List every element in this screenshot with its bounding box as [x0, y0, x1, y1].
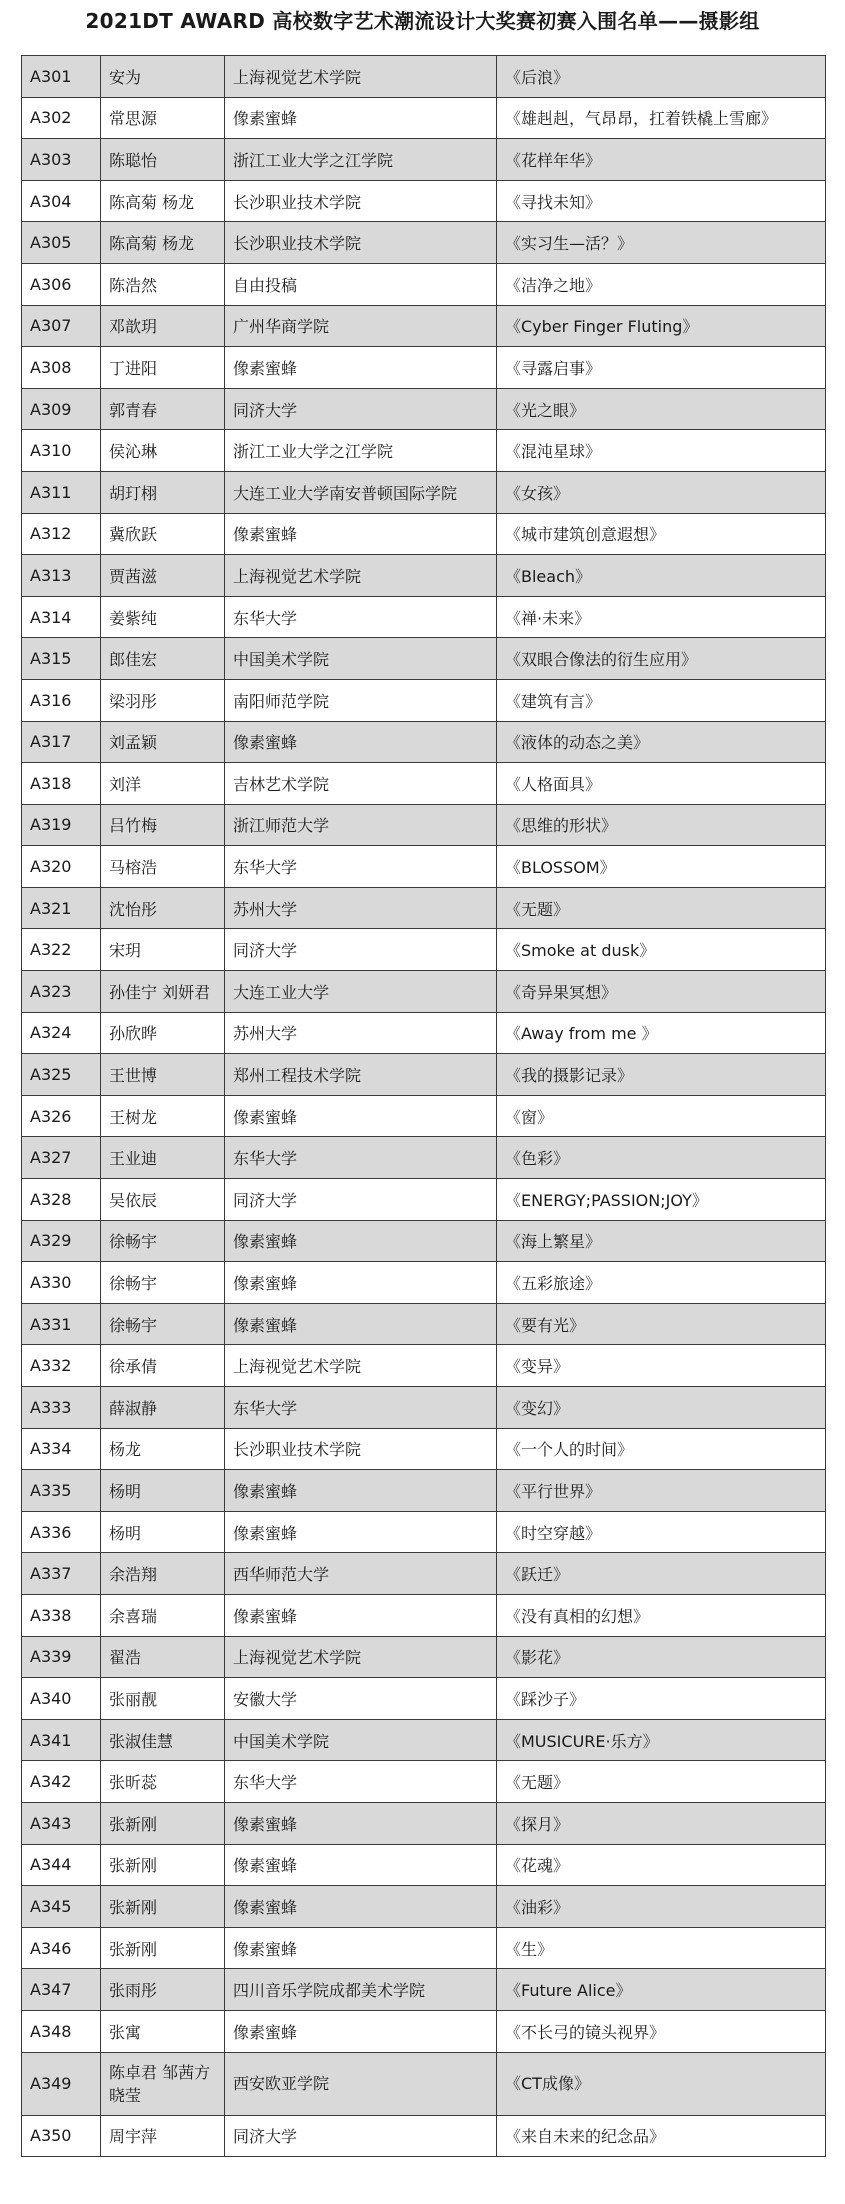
entry-id-cell: A324 — [22, 1012, 101, 1054]
table-row — [22, 2115, 826, 2157]
school-cell: 浙江工业大学之江学院 — [225, 139, 497, 181]
entry-id-cell: A344 — [22, 1844, 101, 1886]
work-title-cell: 《花魂》 — [497, 1844, 826, 1886]
entry-id-cell: A348 — [22, 2010, 101, 2052]
table-row — [22, 1678, 826, 1720]
entrant-name-cell: 杨明 — [101, 1470, 225, 1512]
entry-id-cell: A309 — [22, 388, 101, 430]
entrant-name-cell: 张新刚 — [101, 1844, 225, 1886]
entrant-name-cell: 张新刚 — [101, 1886, 225, 1928]
entrant-name-cell: 刘孟颖 — [101, 721, 225, 763]
entry-id-cell: A330 — [22, 1262, 101, 1304]
entry-id-cell: A334 — [22, 1428, 101, 1470]
page-title: 2021DT AWARD 高校数字艺术潮流设计大奖赛初赛入围名单——摄影组 — [85, 9, 760, 33]
entrant-name-cell: 丁进阳 — [101, 347, 225, 389]
school-cell: 像素蜜蜂 — [225, 1927, 497, 1969]
school-cell: 自由投稿 — [225, 263, 497, 305]
entry-id-cell: A312 — [22, 513, 101, 555]
table-row — [22, 1220, 826, 1262]
work-title-cell: 《探月》 — [497, 1802, 826, 1844]
entry-id-cell: A307 — [22, 305, 101, 347]
table-row — [22, 513, 826, 555]
work-title-cell: 《建筑有言》 — [497, 679, 826, 721]
school-cell: 长沙职业技术学院 — [225, 1428, 497, 1470]
work-title-cell: 《双眼合像法的衍生应用》 — [497, 638, 826, 680]
entry-id-cell: A331 — [22, 1303, 101, 1345]
school-cell: 四川音乐学院成都美术学院 — [225, 1969, 497, 2011]
entry-id-cell: A332 — [22, 1345, 101, 1387]
entry-id-cell: A320 — [22, 846, 101, 888]
table-row — [22, 1387, 826, 1429]
school-cell: 像素蜜蜂 — [225, 1594, 497, 1636]
entry-id-cell: A316 — [22, 679, 101, 721]
entry-id-cell: A321 — [22, 887, 101, 929]
work-title-cell: 《人格面具》 — [497, 763, 826, 805]
entrant-name-cell: 吴依辰 — [101, 1179, 225, 1221]
school-cell: 像素蜜蜂 — [225, 97, 497, 139]
school-cell: 像素蜜蜂 — [225, 721, 497, 763]
entry-id-cell: A310 — [22, 430, 101, 472]
work-title-cell: 《城市建筑创意遐想》 — [497, 513, 826, 555]
school-cell: 上海视觉艺术学院 — [225, 1345, 497, 1387]
table-row — [22, 1719, 826, 1761]
entrant-name-cell: 徐畅宇 — [101, 1262, 225, 1304]
school-cell: 上海视觉艺术学院 — [225, 56, 497, 98]
school-cell: 中国美术学院 — [225, 1719, 497, 1761]
table-row — [22, 1844, 826, 1886]
work-title-cell: 《变幻》 — [497, 1387, 826, 1429]
work-title-cell: 《Cyber Finger Fluting》 — [497, 305, 826, 347]
table-row — [22, 1137, 826, 1179]
work-title-cell: 《光之眼》 — [497, 388, 826, 430]
school-cell: 像素蜜蜂 — [225, 1220, 497, 1262]
entrant-name-cell: 胡玎栩 — [101, 471, 225, 513]
school-cell: 同济大学 — [225, 1179, 497, 1221]
entrant-name-cell: 沈怡彤 — [101, 887, 225, 929]
work-title-cell: 《混沌星球》 — [497, 430, 826, 472]
school-cell: 像素蜜蜂 — [225, 2010, 497, 2052]
school-cell: 像素蜜蜂 — [225, 1095, 497, 1137]
table-row — [22, 347, 826, 389]
table-row — [22, 763, 826, 805]
school-cell: 大连工业大学南安普顿国际学院 — [225, 471, 497, 513]
table-row — [22, 97, 826, 139]
entry-id-cell: A314 — [22, 596, 101, 638]
work-title-cell: 《奇异果冥想》 — [497, 971, 826, 1013]
finalist-table-body — [22, 56, 826, 2157]
table-row — [22, 1802, 826, 1844]
work-title-cell: 《五彩旅途》 — [497, 1262, 826, 1304]
entrant-name-cell: 陈高菊 杨龙 — [101, 180, 225, 222]
entry-id-cell: A345 — [22, 1886, 101, 1928]
work-title-cell: 《BLOSSOM》 — [497, 846, 826, 888]
entrant-name-cell: 马榕浩 — [101, 846, 225, 888]
entrant-name-cell: 常思源 — [101, 97, 225, 139]
entry-id-cell: A333 — [22, 1387, 101, 1429]
table-row — [22, 679, 826, 721]
entrant-name-cell: 徐承倩 — [101, 1345, 225, 1387]
entrant-name-cell: 陈浩然 — [101, 263, 225, 305]
table-row — [22, 1179, 826, 1221]
entry-id-cell: A340 — [22, 1678, 101, 1720]
work-title-cell: 《Smoke at dusk》 — [497, 929, 826, 971]
work-title-cell: 《花样年华》 — [497, 139, 826, 181]
school-cell: 郑州工程技术学院 — [225, 1054, 497, 1096]
entrant-name-cell: 张新刚 — [101, 1927, 225, 1969]
school-cell: 像素蜜蜂 — [225, 1303, 497, 1345]
work-title-cell: 《Away from me 》 — [497, 1012, 826, 1054]
school-cell: 西安欧亚学院 — [225, 2052, 497, 2115]
entry-id-cell: A347 — [22, 1969, 101, 2011]
entrant-name-cell: 陈卓君 邹茜方晓莹 — [101, 2052, 225, 2115]
school-cell: 上海视觉艺术学院 — [225, 555, 497, 597]
table-row — [22, 1594, 826, 1636]
school-cell: 中国美术学院 — [225, 638, 497, 680]
entry-id-cell: A301 — [22, 56, 101, 98]
entrant-name-cell: 冀欣跃 — [101, 513, 225, 555]
entry-id-cell: A319 — [22, 804, 101, 846]
table-row — [22, 846, 826, 888]
work-title-cell: 《生》 — [497, 1927, 826, 1969]
school-cell: 东华大学 — [225, 596, 497, 638]
work-title-cell: 《色彩》 — [497, 1137, 826, 1179]
work-title-cell: 《海上繁星》 — [497, 1220, 826, 1262]
school-cell: 同济大学 — [225, 2115, 497, 2157]
entry-id-cell: A329 — [22, 1220, 101, 1262]
entrant-name-cell: 张新刚 — [101, 1802, 225, 1844]
table-row — [22, 430, 826, 472]
table-row — [22, 471, 826, 513]
work-title-cell: 《窗》 — [497, 1095, 826, 1137]
work-title-cell: 《一个人的时间》 — [497, 1428, 826, 1470]
entrant-name-cell: 刘洋 — [101, 763, 225, 805]
school-cell: 像素蜜蜂 — [225, 347, 497, 389]
school-cell: 南阳师范学院 — [225, 679, 497, 721]
work-title-cell: 《踩沙子》 — [497, 1678, 826, 1720]
school-cell: 上海视觉艺术学院 — [225, 1636, 497, 1678]
entrant-name-cell: 邓歆玥 — [101, 305, 225, 347]
finalist-table — [21, 55, 826, 2157]
school-cell: 像素蜜蜂 — [225, 1886, 497, 1928]
table-row — [22, 971, 826, 1013]
entrant-name-cell: 张淑佳慧 — [101, 1719, 225, 1761]
table-row — [22, 2052, 826, 2115]
school-cell: 东华大学 — [225, 1387, 497, 1429]
table-row — [22, 1303, 826, 1345]
work-title-cell: 《洁净之地》 — [497, 263, 826, 305]
entry-id-cell: A318 — [22, 763, 101, 805]
work-title-cell: 《CT成像》 — [497, 2052, 826, 2115]
entry-id-cell: A315 — [22, 638, 101, 680]
entry-id-cell: A317 — [22, 721, 101, 763]
table-row — [22, 180, 826, 222]
entrant-name-cell: 王树龙 — [101, 1095, 225, 1137]
school-cell: 苏州大学 — [225, 1012, 497, 1054]
entrant-name-cell: 薛淑静 — [101, 1387, 225, 1429]
entry-id-cell: A338 — [22, 1594, 101, 1636]
work-title-cell: 《影花》 — [497, 1636, 826, 1678]
work-title-cell: 《Bleach》 — [497, 555, 826, 597]
entrant-name-cell: 梁羽彤 — [101, 679, 225, 721]
table-row — [22, 1761, 826, 1803]
entrant-name-cell: 郎佳宏 — [101, 638, 225, 680]
school-cell: 像素蜜蜂 — [225, 1470, 497, 1512]
school-cell: 浙江工业大学之江学院 — [225, 430, 497, 472]
work-title-cell: 《跃迁》 — [497, 1553, 826, 1595]
work-title-cell: 《来自未来的纪念品》 — [497, 2115, 826, 2157]
work-title-cell: 《液体的动态之美》 — [497, 721, 826, 763]
entry-id-cell: A303 — [22, 139, 101, 181]
table-row — [22, 1511, 826, 1553]
entrant-name-cell: 姜紫纯 — [101, 596, 225, 638]
work-title-cell: 《Future Alice》 — [497, 1969, 826, 2011]
school-cell: 像素蜜蜂 — [225, 1262, 497, 1304]
table-row — [22, 929, 826, 971]
work-title-cell: 《MUSICURE·乐方》 — [497, 1719, 826, 1761]
work-title-cell: 《变异》 — [497, 1345, 826, 1387]
table-row — [22, 555, 826, 597]
entry-id-cell: A341 — [22, 1719, 101, 1761]
work-title-cell: 《时空穿越》 — [497, 1511, 826, 1553]
entrant-name-cell: 余喜瑞 — [101, 1594, 225, 1636]
table-row — [22, 1927, 826, 1969]
work-title-cell: 《没有真相的幻想》 — [497, 1594, 826, 1636]
entry-id-cell: A313 — [22, 555, 101, 597]
entrant-name-cell: 贾茜滋 — [101, 555, 225, 597]
work-title-cell: 《女孩》 — [497, 471, 826, 513]
table-row — [22, 1345, 826, 1387]
school-cell: 东华大学 — [225, 846, 497, 888]
table-row — [22, 1886, 826, 1928]
entrant-name-cell: 陈高菊 杨龙 — [101, 222, 225, 264]
entrant-name-cell: 宋玥 — [101, 929, 225, 971]
work-title-cell: 《要有光》 — [497, 1303, 826, 1345]
entrant-name-cell: 张昕蕊 — [101, 1761, 225, 1803]
entry-id-cell: A336 — [22, 1511, 101, 1553]
entrant-name-cell: 郭青春 — [101, 388, 225, 430]
school-cell: 东华大学 — [225, 1137, 497, 1179]
entry-id-cell: A328 — [22, 1179, 101, 1221]
entrant-name-cell: 吕竹梅 — [101, 804, 225, 846]
entrant-name-cell: 安为 — [101, 56, 225, 98]
table-row — [22, 2010, 826, 2052]
table-row — [22, 1969, 826, 2011]
entry-id-cell: A302 — [22, 97, 101, 139]
entry-id-cell: A339 — [22, 1636, 101, 1678]
table-row — [22, 1553, 826, 1595]
table-row — [22, 388, 826, 430]
table-row — [22, 1470, 826, 1512]
entrant-name-cell: 余浩翔 — [101, 1553, 225, 1595]
entrant-name-cell: 张雨彤 — [101, 1969, 225, 2011]
entry-id-cell: A306 — [22, 263, 101, 305]
table-row — [22, 638, 826, 680]
work-title-cell: 《寻露启事》 — [497, 347, 826, 389]
entry-id-cell: A325 — [22, 1054, 101, 1096]
work-title-cell: 《油彩》 — [497, 1886, 826, 1928]
school-cell: 安徽大学 — [225, 1678, 497, 1720]
entry-id-cell: A305 — [22, 222, 101, 264]
school-cell: 大连工业大学 — [225, 971, 497, 1013]
work-title-cell: 《无题》 — [497, 887, 826, 929]
school-cell: 浙江师范大学 — [225, 804, 497, 846]
table-row — [22, 139, 826, 181]
entrant-name-cell: 翟浩 — [101, 1636, 225, 1678]
work-title-cell: 《后浪》 — [497, 56, 826, 98]
work-title-cell: 《雄赳赳，气昂昂，扛着铁橇上雪廊》 — [497, 97, 826, 139]
entry-id-cell: A350 — [22, 2115, 101, 2157]
school-cell: 东华大学 — [225, 1761, 497, 1803]
work-title-cell: 《平行世界》 — [497, 1470, 826, 1512]
entry-id-cell: A346 — [22, 1927, 101, 1969]
school-cell: 苏州大学 — [225, 887, 497, 929]
table-row — [22, 1636, 826, 1678]
school-cell: 长沙职业技术学院 — [225, 222, 497, 264]
entrant-name-cell: 徐畅宇 — [101, 1303, 225, 1345]
entrant-name-cell: 孙佳宁 刘妍君 — [101, 971, 225, 1013]
school-cell: 同济大学 — [225, 388, 497, 430]
entrant-name-cell: 周宇萍 — [101, 2115, 225, 2157]
work-title-cell: 《无题》 — [497, 1761, 826, 1803]
entry-id-cell: A342 — [22, 1761, 101, 1803]
entry-id-cell: A311 — [22, 471, 101, 513]
work-title-cell: 《寻找未知》 — [497, 180, 826, 222]
school-cell: 长沙职业技术学院 — [225, 180, 497, 222]
entrant-name-cell: 杨龙 — [101, 1428, 225, 1470]
entrant-name-cell: 张寓 — [101, 2010, 225, 2052]
entrant-name-cell: 王业迪 — [101, 1137, 225, 1179]
entry-id-cell: A323 — [22, 971, 101, 1013]
entry-id-cell: A322 — [22, 929, 101, 971]
school-cell: 像素蜜蜂 — [225, 513, 497, 555]
school-cell: 像素蜜蜂 — [225, 1802, 497, 1844]
school-cell: 西华师范大学 — [225, 1553, 497, 1595]
entry-id-cell: A308 — [22, 347, 101, 389]
entry-id-cell: A349 — [22, 2052, 101, 2115]
entry-id-cell: A304 — [22, 180, 101, 222]
table-row — [22, 1095, 826, 1137]
work-title-cell: 《不长弓的镜头视界》 — [497, 2010, 826, 2052]
entry-id-cell: A327 — [22, 1137, 101, 1179]
entrant-name-cell: 陈聪怡 — [101, 139, 225, 181]
table-row — [22, 596, 826, 638]
school-cell: 同济大学 — [225, 929, 497, 971]
school-cell: 吉林艺术学院 — [225, 763, 497, 805]
entry-id-cell: A343 — [22, 1802, 101, 1844]
table-row — [22, 56, 826, 98]
school-cell: 像素蜜蜂 — [225, 1511, 497, 1553]
table-row — [22, 1428, 826, 1470]
table-row — [22, 1012, 826, 1054]
table-row — [22, 263, 826, 305]
school-cell: 像素蜜蜂 — [225, 1844, 497, 1886]
entry-id-cell: A335 — [22, 1470, 101, 1512]
entrant-name-cell: 张丽靓 — [101, 1678, 225, 1720]
entry-id-cell: A337 — [22, 1553, 101, 1595]
entrant-name-cell: 王世博 — [101, 1054, 225, 1096]
entry-id-cell: A326 — [22, 1095, 101, 1137]
table-row — [22, 1054, 826, 1096]
work-title-cell: 《我的摄影记录》 — [497, 1054, 826, 1096]
table-row — [22, 1262, 826, 1304]
table-row — [22, 721, 826, 763]
table-row — [22, 222, 826, 264]
table-row — [22, 804, 826, 846]
table-row — [22, 305, 826, 347]
work-title-cell: 《ENERGY;PASSION;JOY》 — [497, 1179, 826, 1221]
entrant-name-cell: 孙欣晔 — [101, 1012, 225, 1054]
entrant-name-cell: 侯沁琳 — [101, 430, 225, 472]
work-title-cell: 《实习生—活？》 — [497, 222, 826, 264]
school-cell: 广州华商学院 — [225, 305, 497, 347]
entrant-name-cell: 徐畅宇 — [101, 1220, 225, 1262]
table-row — [22, 887, 826, 929]
entrant-name-cell: 杨明 — [101, 1511, 225, 1553]
work-title-cell: 《思维的形状》 — [497, 804, 826, 846]
work-title-cell: 《禅·未来》 — [497, 596, 826, 638]
